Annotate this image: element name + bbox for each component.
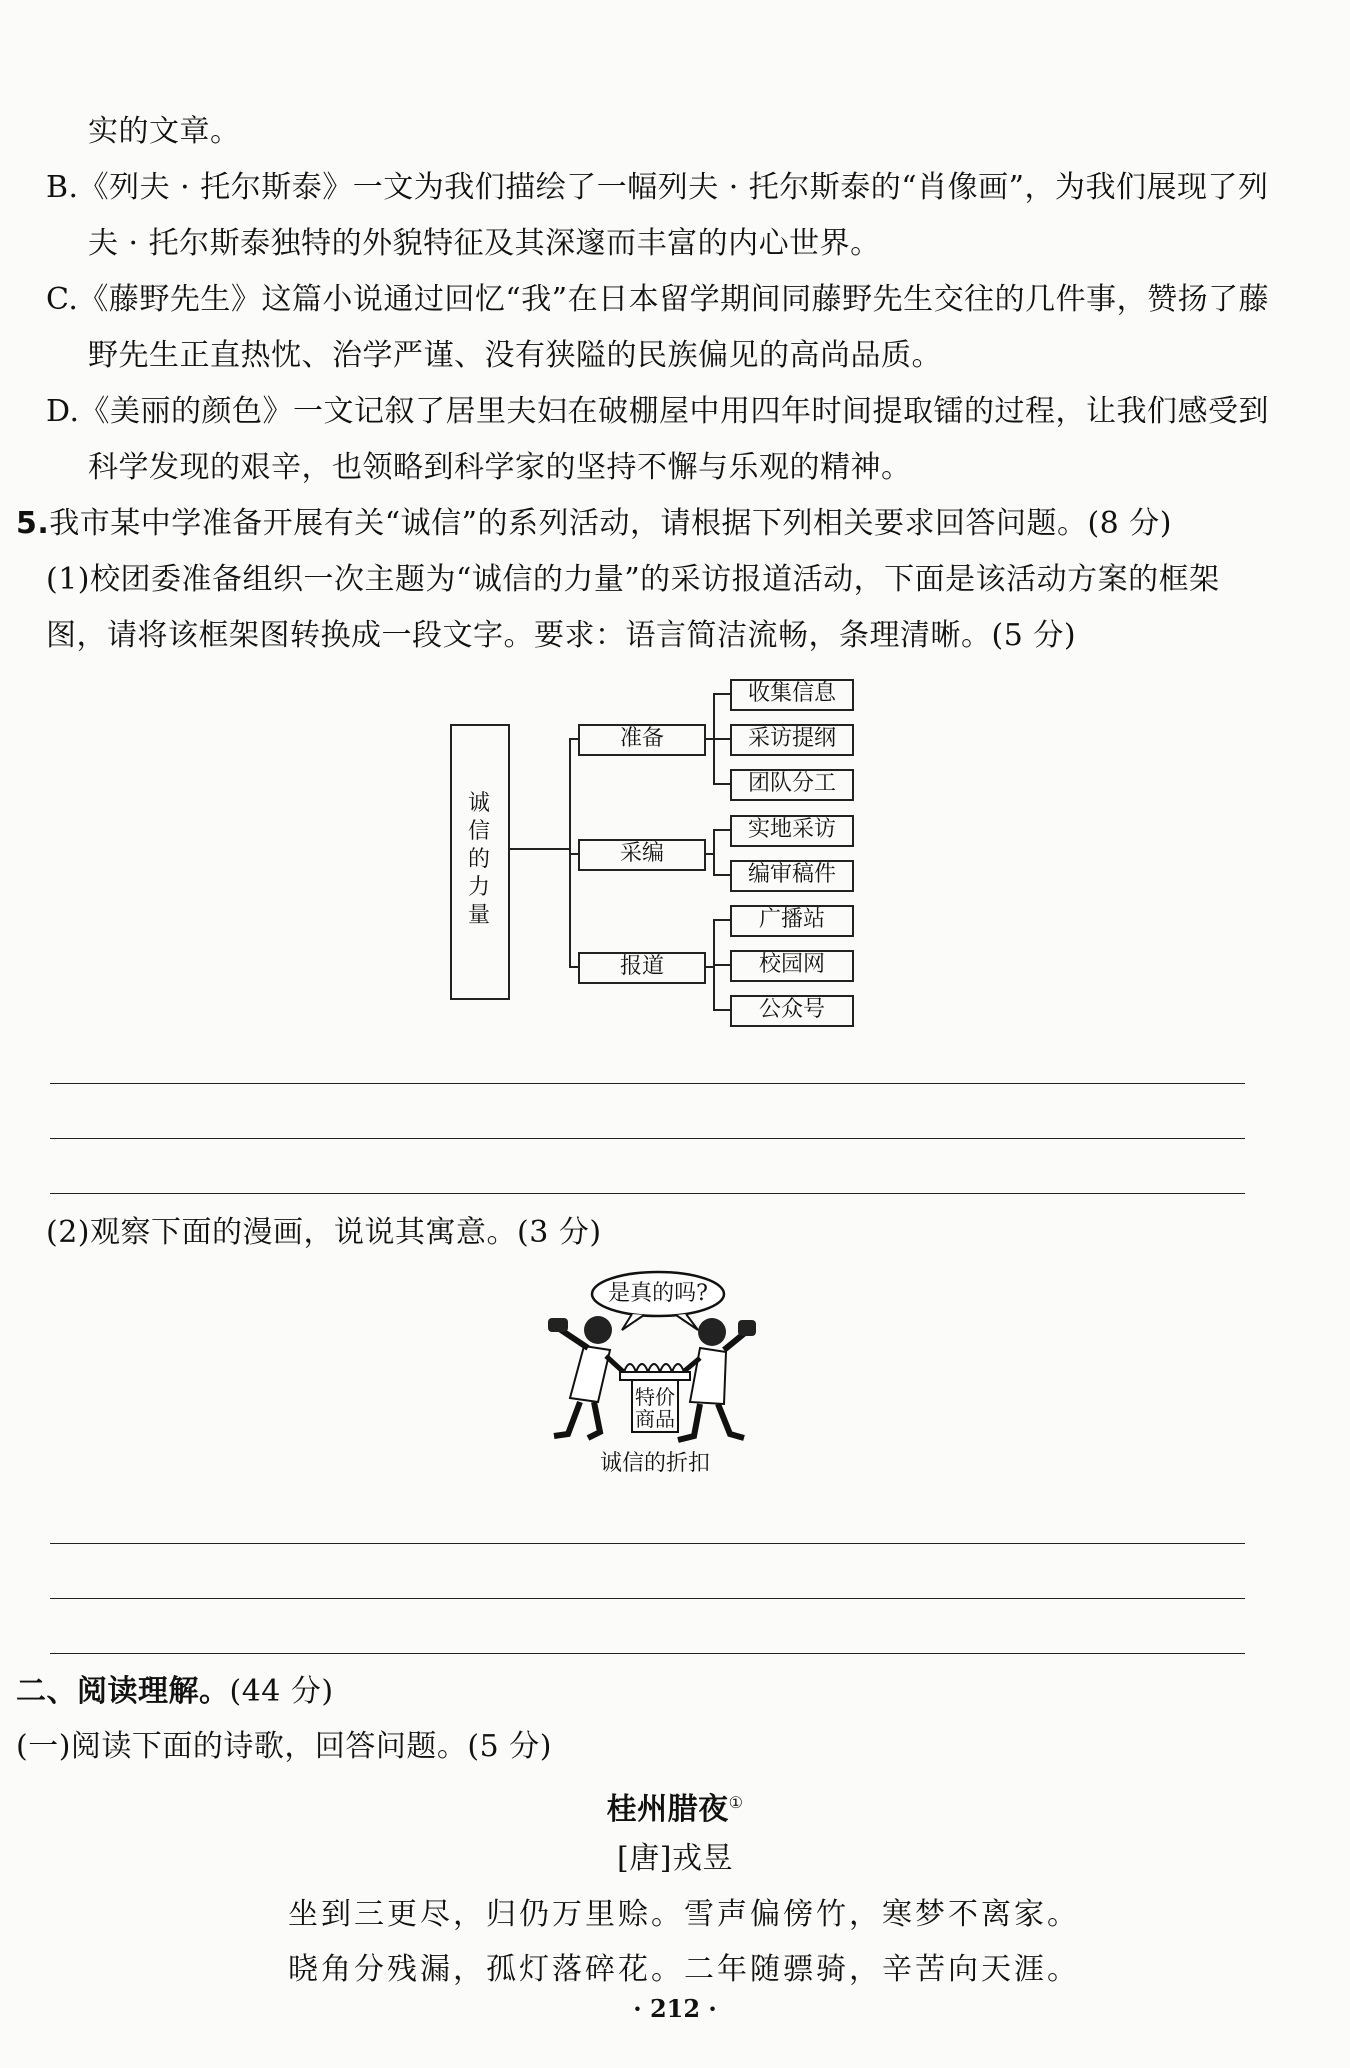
section-points: (44 分)	[229, 1674, 334, 1709]
page-number: · 212 ·	[633, 1994, 717, 2023]
answer-line[interactable]	[50, 1138, 1245, 1139]
branch-edit: 采编	[578, 839, 706, 871]
leaf-public-account: 公众号	[730, 995, 854, 1027]
leaf-field-interview: 实地采访	[730, 815, 854, 847]
leaf-campus-web: 校园网	[730, 950, 854, 982]
poem-title	[0, 1783, 1350, 1830]
poem-title-text: 桂州腊夜	[606, 1792, 729, 1827]
section-title: 二、阅读理解。	[16, 1674, 230, 1709]
answer-line[interactable]	[50, 1083, 1245, 1084]
answer-line[interactable]	[50, 1543, 1245, 1544]
leaf-radio-station: 广播站	[730, 905, 854, 937]
option-b-line2: 夫 · 托尔斯泰独特的外貌特征及其深邃而丰富的内心世界。	[88, 226, 881, 261]
leaf-collect-info: 收集信息	[730, 679, 854, 711]
cartoon-bubble-text: 是真的吗?	[608, 1281, 708, 1306]
question-number: 5.	[16, 506, 50, 541]
diagram-root	[450, 724, 510, 1000]
cartoon	[540, 1268, 770, 1478]
part2-prompt: (2)观察下面的漫画，说说其寓意。(3 分)	[46, 1215, 602, 1250]
poem-footnote-mark: ①	[728, 1793, 744, 1812]
poem-author: [唐]戎昱	[617, 1841, 733, 1876]
part1-line1: (1)校团委准备组织一次主题为“诚信的力量”的采访报道活动，下面是该活动方案的框架	[46, 562, 1220, 597]
option-d-line2: 科学发现的艰辛，也领略到科学家的坚持不懈与乐观的精神。	[88, 450, 912, 485]
leaf-team-division: 团队分工	[730, 769, 854, 801]
question-5	[16, 504, 1172, 544]
poem-line1: 坐到三更尽，归仍万里赊。雪声偏傍竹，寒梦不离家。	[288, 1897, 1080, 1932]
answer-line[interactable]	[50, 1598, 1245, 1599]
section-sub1: (一)阅读下面的诗歌，回答问题。(5 分)	[16, 1729, 552, 1764]
question-stem: 我市某中学准备开展有关“诚信”的系列活动，请根据下列相关要求回答问题。(8 分)	[49, 506, 1172, 541]
option-b-line1: B.《列夫 · 托尔斯泰》一文为我们描绘了一幅列夫 · 托尔斯泰的“肖像画”，为我们展现了列	[46, 170, 1269, 205]
option-d-line1: D.《美丽的颜色》一文记叙了居里夫妇在破棚屋中用四年时间提取镭的过程，让我们感受到	[46, 394, 1270, 429]
section-heading	[16, 1672, 334, 1712]
answer-line[interactable]	[50, 1653, 1245, 1654]
cartoon-sign-line2: 商品	[635, 1407, 675, 1431]
option-c-line2: 野先生正直热忱、治学严谨、没有狭隘的民族偏见的高尚品质。	[88, 338, 942, 373]
leaf-edit-review: 编审稿件	[730, 860, 854, 892]
option-a-tail: 实的文章。	[88, 114, 241, 149]
branch-report: 报道	[578, 952, 706, 984]
part1-line2: 图，请将该框架图转换成一段文字。要求：语言简洁流畅，条理清晰。(5 分)	[46, 618, 1077, 653]
cartoon-caption: 诚信的折扣	[599, 1451, 710, 1476]
option-c-line1: C.《藤野先生》这篇小说通过回忆“我”在日本留学期间同藤野先生交往的几件事，赞扬了藤	[46, 282, 1270, 317]
branch-prepare: 准备	[578, 724, 706, 756]
leaf-interview-outline: 采访提纲	[730, 724, 854, 756]
diagram-root-label: 诚信的力量	[467, 791, 490, 928]
answer-line[interactable]	[50, 1193, 1245, 1194]
cartoon-sign-line1: 特价	[635, 1385, 675, 1409]
poem-line2: 晓角分残漏，孤灯落碎花。二年随骠骑，辛苦向天涯。	[288, 1952, 1080, 1987]
